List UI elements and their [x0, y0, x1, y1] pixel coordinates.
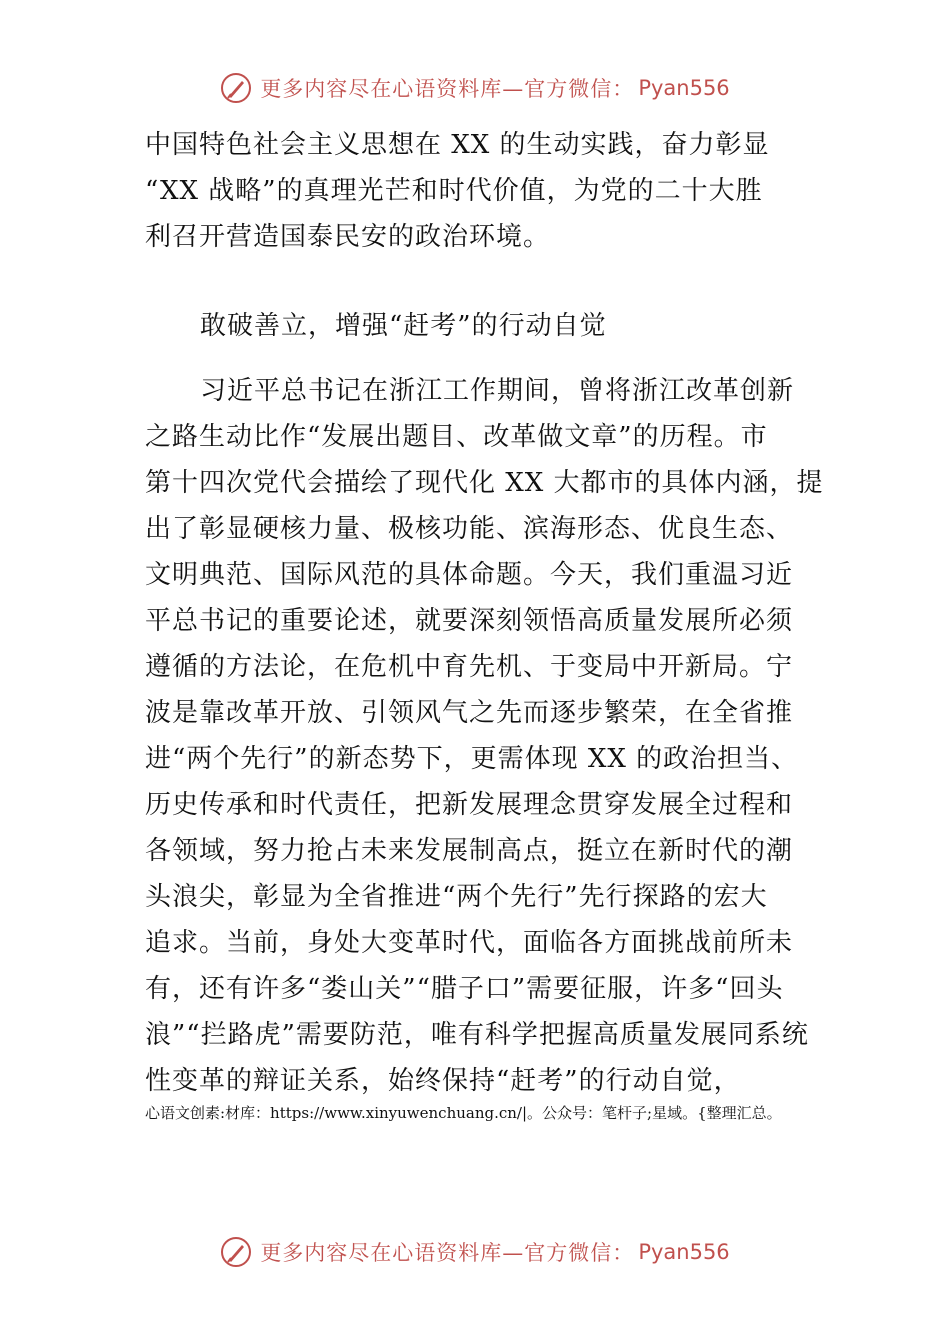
banner-text: 更多内容尽在心语资料库—官方微信： — [260, 77, 635, 101]
body-line: 习近平总书记在浙江工作期间，曾将浙江改革创新 — [200, 376, 795, 406]
body-line: 之路生动比作“发展出题目、改革做文章”的历程。市 — [145, 422, 768, 452]
body-line: 文明典范、国际风范的具体命题。今天，我们重温习近 — [145, 560, 794, 590]
body-line: 平总书记的重要论述，就要深刻领悟高质量发展所必须 — [145, 606, 794, 636]
body-line: “XX 战略”的真理光芒和时代价值，为党的二十大胜 — [145, 176, 763, 206]
quill-pen-icon — [220, 72, 252, 104]
body-line: 性变革的辩证关系，始终保持“赶考”的行动自觉， — [145, 1066, 741, 1096]
body-line: 头浪尖，彰显为全省推进“两个先行”先行探路的宏大 — [145, 882, 768, 912]
body-line: 进“两个先行”的新态势下，更需体现 XX 的政治担当、 — [145, 744, 799, 774]
body-line: 利召开营造国泰民安的政治环境。 — [145, 222, 551, 252]
header-watermark-banner — [0, 72, 950, 104]
body-line: 历史传承和时代责任，把新发展理念贯穿发展全过程和 — [145, 790, 794, 820]
body-line: 浪”“拦路虎”需要防范，唯有科学把握高质量发展同系统 — [145, 1020, 809, 1050]
body-line: 中国特色社会主义思想在 XX 的生动实践，奋力彰显 — [145, 130, 770, 160]
section-heading: 敢破善立，增强“赶考”的行动自觉 — [200, 311, 607, 341]
body-line: 各领域，努力抢占未来发展制高点，挺立在新时代的潮 — [145, 836, 794, 866]
banner-wechat-handle: Pyan556 — [638, 1240, 730, 1264]
body-line: 有，还有许多“娄山关”“腊子口”需要征服，许多“回头 — [145, 974, 784, 1004]
body-line: 波是靠改革开放、引领风气之先而逐步繁荣，在全省推 — [145, 698, 794, 728]
banner-text: 更多内容尽在心语资料库—官方微信： — [260, 1241, 635, 1265]
body-line: 遵循的方法论，在危机中育先机、于变局中开新局。宁 — [145, 652, 794, 682]
body-line: 第十四次党代会描绘了现代化 XX 大都市的具体内涵，提 — [145, 468, 824, 498]
body-line: 追求。当前，身处大变革时代，面临各方面挑战前所未 — [145, 928, 794, 958]
body-line: 出了彰显硬核力量、极核功能、滨海形态、优良生态、 — [145, 514, 794, 544]
banner-wechat-handle: Pyan556 — [638, 76, 730, 100]
quill-pen-icon — [220, 1236, 252, 1268]
footer-source-note: 心语文创素:材库：https://www.xinyuwenchuang.cn/|。公众号：笔杆子;星域。{整理汇总。 — [145, 1104, 782, 1122]
footer-watermark-banner — [0, 1236, 950, 1268]
